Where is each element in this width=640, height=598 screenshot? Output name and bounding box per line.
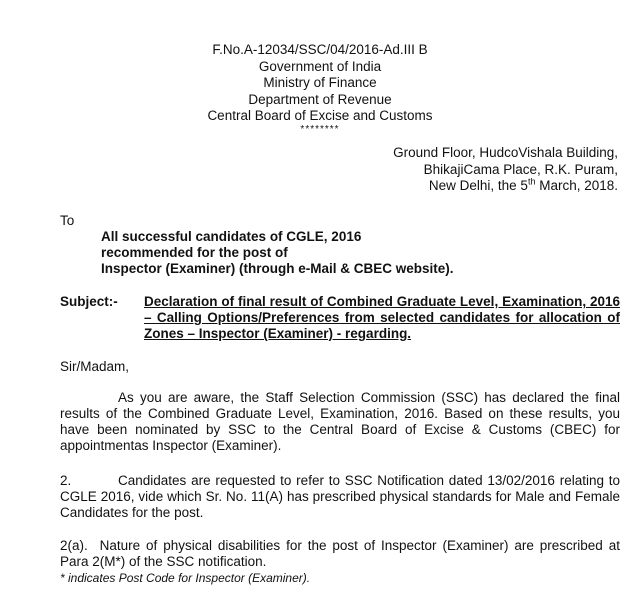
paragraph-2-text: Candidates are requested to refer to SSC Notification dated 13/02/2016 relating to CGLE 2016, vide which Sr. No. 11(A) has prescribed physical standards for Male and Female Candidates for the post. xyxy=(60,473,620,520)
paragraph-1: As you are aware, the Staff Selection Commission (SSC) has declared the final results of the Combined Graduate Level, Examination, 2016. Based on these results, you have been nominated by SSC to the Central Board of Excise & Customs (CBEC) for appointmentas Inspector (Examiner). xyxy=(60,390,620,453)
header-board: Central Board of Excise and Customs xyxy=(207,108,433,123)
recipient-line-3: Inspector (Examiner) (through e-Mail & CBEC website). xyxy=(101,261,454,276)
header-department: Department of Revenue xyxy=(248,91,392,107)
footnote: * indicates Post Code for Inspector (Examiner). xyxy=(60,571,311,585)
subject-label: Subject:- xyxy=(60,294,118,309)
paragraph-2-number: 2. xyxy=(60,473,72,488)
address-line-1: Ground Floor, HudcoVishala Building, xyxy=(393,145,618,160)
letter-header xyxy=(0,42,640,135)
header-ministry: Ministry of Finance xyxy=(263,75,377,90)
recipient-line-1: All successful candidates of CGLE, 2016 xyxy=(101,229,362,244)
subject-text: Declaration of final result of Combined Graduate Level, Examination, 2016 – Calling Options/Preferences from selected candidates for allocation of Zones – Inspector (Examiner) - regarding. xyxy=(144,294,620,341)
paragraph-2a-number: 2(a). xyxy=(60,538,88,553)
paragraph-2a-text: Nature of physical disabilities for the post of Inspector (Examiner) are prescribed at Para 2(M*) of the SSC notification. xyxy=(60,538,620,569)
header-government: Government of India xyxy=(258,58,382,74)
recipient-block xyxy=(101,229,454,277)
address-line-2: BhikajiCama Place, R.K. Puram, xyxy=(423,161,618,177)
file-number: F.No.A-12034/SSC/04/2016-Ad.III B xyxy=(212,42,428,57)
sender-address xyxy=(393,145,618,195)
paragraph-2a xyxy=(60,538,620,570)
to-label: To xyxy=(60,213,75,228)
header-separator: ******** xyxy=(300,123,340,135)
salutation: Sir/Madam, xyxy=(60,359,130,374)
recipient-line-2: recommended for the post of xyxy=(101,245,288,260)
letter-date: New Delhi, the 5th March, 2018. xyxy=(428,176,618,193)
